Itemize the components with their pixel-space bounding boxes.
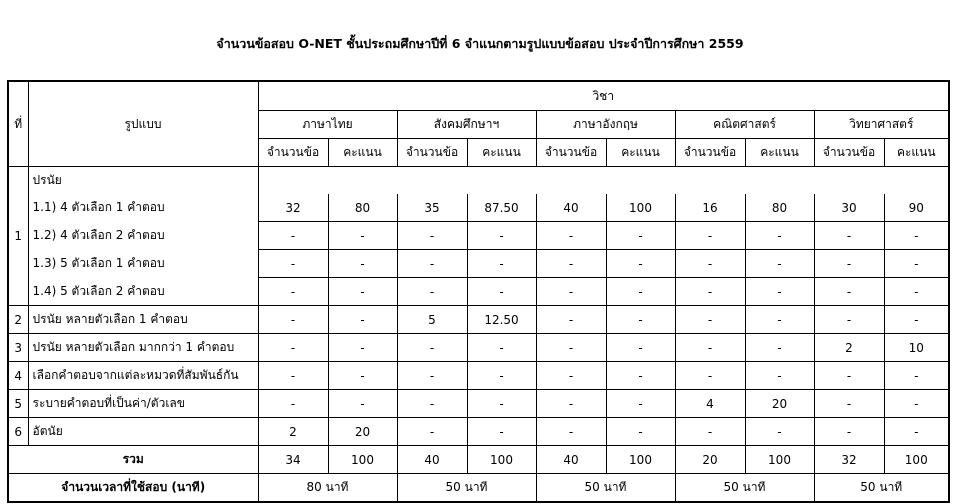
total-cell: 40 (536, 446, 606, 474)
table-cell: - (675, 222, 745, 250)
table-cell: - (467, 250, 536, 278)
table-cell: 80 (328, 194, 397, 222)
table-cell: 32 (258, 194, 328, 222)
table-cell: - (536, 334, 606, 362)
table-row (8, 194, 949, 222)
header-count: จำนวนข้อ (258, 139, 328, 167)
time-cell: 50 นาที (397, 474, 536, 503)
table-cell: 2 (258, 418, 328, 446)
table-cell: 4 (675, 390, 745, 418)
row-label: เลือกคำตอบจากแต่ละหมวดที่สัมพันธ์กัน (28, 362, 258, 390)
time-label: จำนวนเวลาที่ใช้สอบ (นาที) (8, 474, 258, 503)
table-cell: - (884, 390, 949, 418)
header-no: ที่ (8, 81, 28, 167)
header-subject: คณิตศาสตร์ (675, 111, 814, 139)
total-cell: 100 (745, 446, 814, 474)
table-cell: - (745, 222, 814, 250)
row-label: 1.4) 5 ตัวเลือก 2 คำตอบ (28, 278, 258, 306)
table-cell: - (675, 306, 745, 334)
row-label: ปรนัย หลายตัวเลือก มากกว่า 1 คำตอบ (28, 334, 258, 362)
table-cell: - (675, 418, 745, 446)
table-cell: - (258, 222, 328, 250)
table-cell: - (606, 418, 675, 446)
header-subject: วิทยาศาสตร์ (814, 111, 949, 139)
table-cell: 30 (814, 194, 884, 222)
table-cell: - (606, 390, 675, 418)
table-cell: - (814, 222, 884, 250)
total-row (8, 446, 949, 474)
table-cell: - (606, 278, 675, 306)
table-cell: - (675, 278, 745, 306)
section-empty-cell (258, 167, 949, 195)
table-cell: - (745, 250, 814, 278)
row-label: ระบายคำตอบที่เป็นค่า/ตัวเลข (28, 390, 258, 418)
row-number: 4 (8, 362, 28, 390)
table-cell: - (814, 418, 884, 446)
table-cell: 12.50 (467, 306, 536, 334)
header-score: คะแนน (328, 139, 397, 167)
table-cell: - (884, 222, 949, 250)
header-score: คะแนน (606, 139, 675, 167)
table-cell: - (467, 334, 536, 362)
table-cell: - (328, 278, 397, 306)
table-cell: - (745, 362, 814, 390)
table-cell: - (467, 362, 536, 390)
table-cell: - (397, 418, 467, 446)
table-cell: - (814, 250, 884, 278)
table-cell: - (606, 250, 675, 278)
header-subject-group: วิชา (258, 81, 949, 111)
table-cell: 100 (606, 194, 675, 222)
total-cell: 40 (397, 446, 467, 474)
table-cell: - (328, 362, 397, 390)
table-cell: - (606, 334, 675, 362)
table-cell: - (258, 306, 328, 334)
header-count: จำนวนข้อ (814, 139, 884, 167)
total-cell: 34 (258, 446, 328, 474)
total-cell: 100 (467, 446, 536, 474)
table-cell: - (536, 250, 606, 278)
table-cell: - (397, 222, 467, 250)
table-cell: - (536, 362, 606, 390)
table-cell: - (536, 306, 606, 334)
table-cell: - (397, 362, 467, 390)
table-cell: - (467, 222, 536, 250)
table-cell: - (814, 306, 884, 334)
header-format: รูปแบบ (28, 81, 258, 167)
row-label: อัตนัย (28, 418, 258, 446)
table-cell: - (397, 278, 467, 306)
row-label: 1.2) 4 ตัวเลือก 2 คำตอบ (28, 222, 258, 250)
row-label: 1.1) 4 ตัวเลือก 1 คำตอบ (28, 194, 258, 222)
time-cell: 80 นาที (258, 474, 397, 503)
header-subject: สังคมศึกษาฯ (397, 111, 536, 139)
table-cell: - (536, 222, 606, 250)
table-row (8, 222, 949, 250)
table-cell: - (536, 418, 606, 446)
table-row (8, 250, 949, 278)
row-number: 2 (8, 306, 28, 334)
table-cell: - (467, 418, 536, 446)
table-cell: - (675, 362, 745, 390)
table-row (8, 418, 949, 446)
table-cell: 20 (745, 390, 814, 418)
table-cell: - (745, 306, 814, 334)
table-cell: - (884, 306, 949, 334)
table-cell: - (606, 306, 675, 334)
table-row (8, 306, 949, 334)
total-cell: 32 (814, 446, 884, 474)
table-cell: 2 (814, 334, 884, 362)
table-cell: 5 (397, 306, 467, 334)
table-cell: - (675, 334, 745, 362)
row-number: 5 (8, 390, 28, 418)
table-cell: 87.50 (467, 194, 536, 222)
header-score: คะแนน (884, 139, 949, 167)
table-cell: - (606, 222, 675, 250)
table-cell: 20 (328, 418, 397, 446)
table-cell: - (328, 306, 397, 334)
row-number: 6 (8, 418, 28, 446)
table-cell: - (675, 250, 745, 278)
time-cell: 50 นาที (536, 474, 675, 503)
header-subject: ภาษาอังกฤษ (536, 111, 675, 139)
row-number: 1 (8, 167, 28, 306)
table-cell: - (884, 362, 949, 390)
table-cell: - (536, 278, 606, 306)
table-cell: - (606, 362, 675, 390)
total-label: รวม (8, 446, 258, 474)
total-cell: 20 (675, 446, 745, 474)
table-cell: 80 (745, 194, 814, 222)
row-label: ปรนัย หลายตัวเลือก 1 คำตอบ (28, 306, 258, 334)
table-cell: - (258, 334, 328, 362)
exam-format-table (7, 80, 950, 503)
table-cell: - (328, 250, 397, 278)
time-row (8, 474, 949, 503)
time-cell: 50 นาที (814, 474, 949, 503)
table-row (8, 362, 949, 390)
table-cell: - (814, 390, 884, 418)
table-cell: - (328, 390, 397, 418)
table-cell: - (258, 362, 328, 390)
header-count: จำนวนข้อ (536, 139, 606, 167)
table-cell: 10 (884, 334, 949, 362)
table-cell: - (328, 334, 397, 362)
header-count: จำนวนข้อ (397, 139, 467, 167)
row-label: 1.3) 5 ตัวเลือก 1 คำตอบ (28, 250, 258, 278)
total-cell: 100 (884, 446, 949, 474)
table-cell: 90 (884, 194, 949, 222)
table-cell: - (884, 250, 949, 278)
table-row (8, 390, 949, 418)
header-count: จำนวนข้อ (675, 139, 745, 167)
table-cell: - (258, 278, 328, 306)
table-row (8, 278, 949, 306)
header-subject: ภาษาไทย (258, 111, 397, 139)
table-cell: - (536, 390, 606, 418)
table-cell: - (467, 390, 536, 418)
table-cell: - (745, 278, 814, 306)
header-score: คะแนน (745, 139, 814, 167)
section-label: ปรนัย (28, 167, 258, 195)
row-number: 3 (8, 334, 28, 362)
table-cell: - (814, 362, 884, 390)
table-cell: - (397, 390, 467, 418)
table-cell: - (397, 334, 467, 362)
table-cell: 40 (536, 194, 606, 222)
time-cell: 50 นาที (675, 474, 814, 503)
table-cell: - (814, 278, 884, 306)
table-cell: - (258, 390, 328, 418)
table-cell: - (328, 222, 397, 250)
header-score: คะแนน (467, 139, 536, 167)
page-title: จำนวนข้อสอบ O-NET ชั้นประถมศึกษาปีที่ 6 จำแนกตามรูปแบบข้อสอบ ประจำปีการศึกษา 2559 (216, 36, 744, 51)
table-cell: - (884, 418, 949, 446)
table-cell: - (884, 278, 949, 306)
table-cell: - (397, 250, 467, 278)
table-cell: 16 (675, 194, 745, 222)
total-cell: 100 (606, 446, 675, 474)
table-cell: - (467, 278, 536, 306)
table-cell: 35 (397, 194, 467, 222)
total-cell: 100 (328, 446, 397, 474)
table-cell: - (258, 250, 328, 278)
table-row (8, 334, 949, 362)
table-cell: - (745, 418, 814, 446)
table-cell: - (745, 334, 814, 362)
